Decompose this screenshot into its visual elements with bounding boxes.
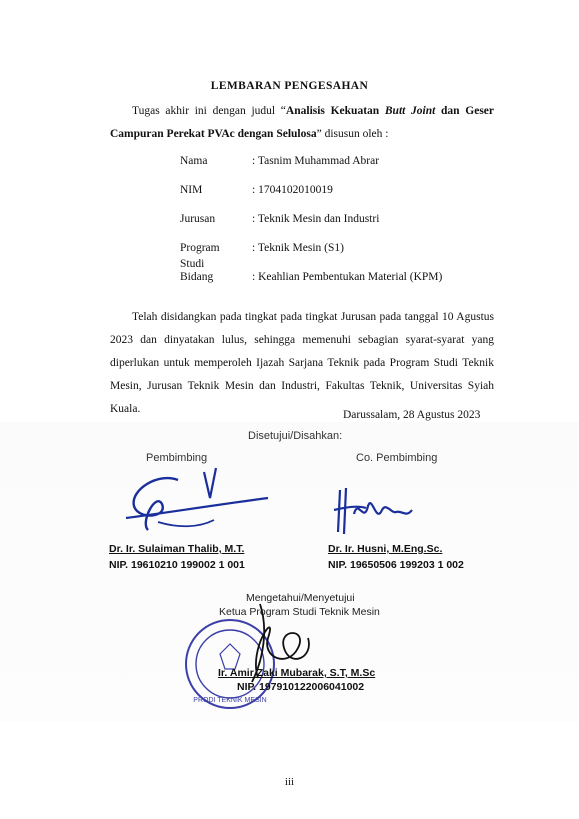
- info-label: Nama: [180, 155, 208, 167]
- body-paragraph: [110, 306, 494, 421]
- info-value: : 1704102010019: [252, 184, 333, 196]
- info-value: : Teknik Mesin (S1): [252, 242, 344, 254]
- info-label: NIM: [180, 184, 203, 196]
- stamp-text: PRODI TEKNIK MESIN: [193, 697, 267, 704]
- cosupervisor-signature: [330, 484, 420, 540]
- head-nip: NIP. 197910122006041002: [237, 681, 365, 693]
- place-date: Darussalam, 28 Agustus 2023: [343, 409, 481, 421]
- cosupervisor-label: Co. Pembimbing: [356, 452, 438, 464]
- info-label: Jurusan: [180, 213, 216, 225]
- head-name: Ir. Amir Zaki Mubarak, S.T, M.Sc: [218, 667, 376, 679]
- page-title: LEMBARAN PENGESAHAN: [210, 80, 369, 92]
- intro-suffix: ” disusun oleh :: [316, 128, 389, 140]
- thesis-title-part1: Analisis Kekuatan: [285, 105, 385, 117]
- info-value: : Tasnim Muhammad Abrar: [252, 155, 380, 167]
- supervisor-label: Pembimbing: [146, 452, 208, 464]
- info-label: Program Studi: [180, 242, 220, 270]
- knowing-label: Mengetahui/Menyetujui: [246, 592, 355, 604]
- info-value: : Keahlian Pembentukan Material (KPM): [252, 271, 443, 283]
- approval-heading: Disetujui/Disahkan:: [248, 430, 343, 442]
- supervisor-signature: [118, 462, 278, 542]
- supervisor-name: Dr. Ir. Sulaiman Thalib, M.T.: [109, 543, 245, 555]
- cosupervisor-name: Dr. Ir. Husni, M.Eng.Sc.: [328, 543, 443, 555]
- info-label: Bidang: [180, 271, 214, 283]
- supervisor-nip: NIP. 19610210 199002 1 001: [109, 559, 245, 571]
- page-number: iii: [284, 776, 295, 788]
- cosupervisor-nip: NIP. 19650506 199203 1 002: [328, 559, 464, 571]
- head-title: Ketua Program Studi Teknik Mesin: [219, 606, 380, 618]
- intro-prefix: Tugas akhir ini dengan judul “: [132, 105, 286, 117]
- intro-paragraph: [110, 100, 494, 146]
- thesis-title-part2: dan Geser Campuran Perekat PVAc dengan Selulosa: [110, 105, 494, 140]
- body-text: Telah disidangkan pada tingkat pada tingkat Jurusan pada tanggal 10 Agustus 2023 dan dinyatakan lulus, sehingga memenuhi sebagian syarat-syarat yang diperlukan untuk memperoleh Ijazah Sarjana Teknik pada Program Studi Teknik Mesin, Jurusan Teknik Mesin dan Industri, Fakultas Teknik, Universitas Syiah Kuala.: [110, 311, 494, 415]
- thesis-title-italic: Butt Joint: [384, 105, 436, 117]
- info-value: : Teknik Mesin dan Industri: [252, 213, 380, 225]
- signature-section: [0, 422, 579, 722]
